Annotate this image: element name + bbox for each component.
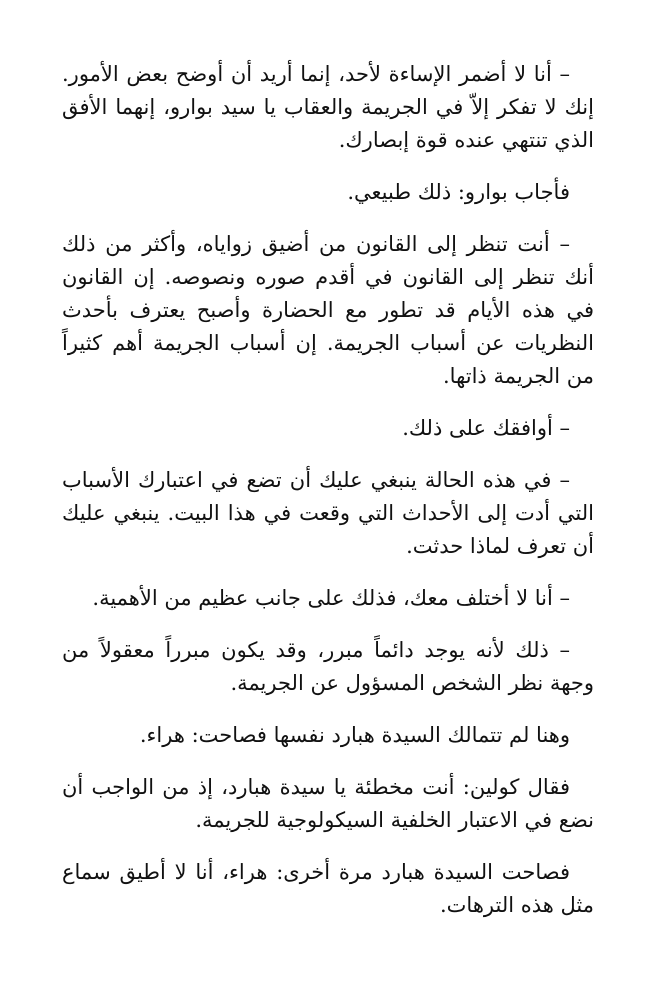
paragraph-10: فصاحت السيدة هبارد مرة أخرى: هراء، أنا لا أطيق سماع مثل هذه الترهات. xyxy=(62,860,594,917)
paragraph-8: وهنا لم تتمالك السيدة هبارد نفسها فصاحت: هراء. xyxy=(139,723,570,747)
book-page-text xyxy=(62,58,594,941)
paragraph-7: – ذلك لأنه يوجد دائماً مبرر، وقد يكون مبرراً معقولاً من وجهة نظر الشخص المسؤول عن الجريمة. xyxy=(62,638,594,695)
paragraph-6: – أنا لا أختلف معك، فذلك على جانب عظيم من الأهمية. xyxy=(92,586,570,610)
paragraph-1: – أنا لا أضمر الإساءة لأحد، إنما أريد أن أوضح بعض الأمور. إنك لا تفكر إلاّ في الجريمة والعقاب يا سيد بوارو، إنهما الأفق الذي تنتهي عنده قوة إبصارك. xyxy=(62,62,594,152)
paragraph-3: – أنت تنظر إلى القانون من أضيق زواياه، وأكثر من ذلك أنك تنظر إلى القانون في أقدم صوره ونصوصه. إن القانون في هذه الأيام قد تطور مع الحضارة وأصبح يعترف بأحدث النظريات عن أسباب الجريمة. إن أسباب الجريمة أهم كثيراً من الجريمة ذاتها. xyxy=(62,232,594,388)
paragraph-5: – في هذه الحالة ينبغي عليك أن تضع في اعتبارك الأسباب التي أدت إلى الأحداث التي وقعت في هذا البيت. ينبغي عليك أن تعرف لماذا حدثت. xyxy=(62,468,594,558)
paragraph-2: فأجاب بوارو: ذلك طبيعي. xyxy=(347,180,570,204)
paragraph-9: فقال كولين: أنت مخطئة يا سيدة هبارد، إذ من الواجب أن نضع في الاعتبار الخلفية السيكولوجية للجريمة. xyxy=(62,775,594,832)
paragraph-4: – أوافقك على ذلك. xyxy=(402,416,570,440)
